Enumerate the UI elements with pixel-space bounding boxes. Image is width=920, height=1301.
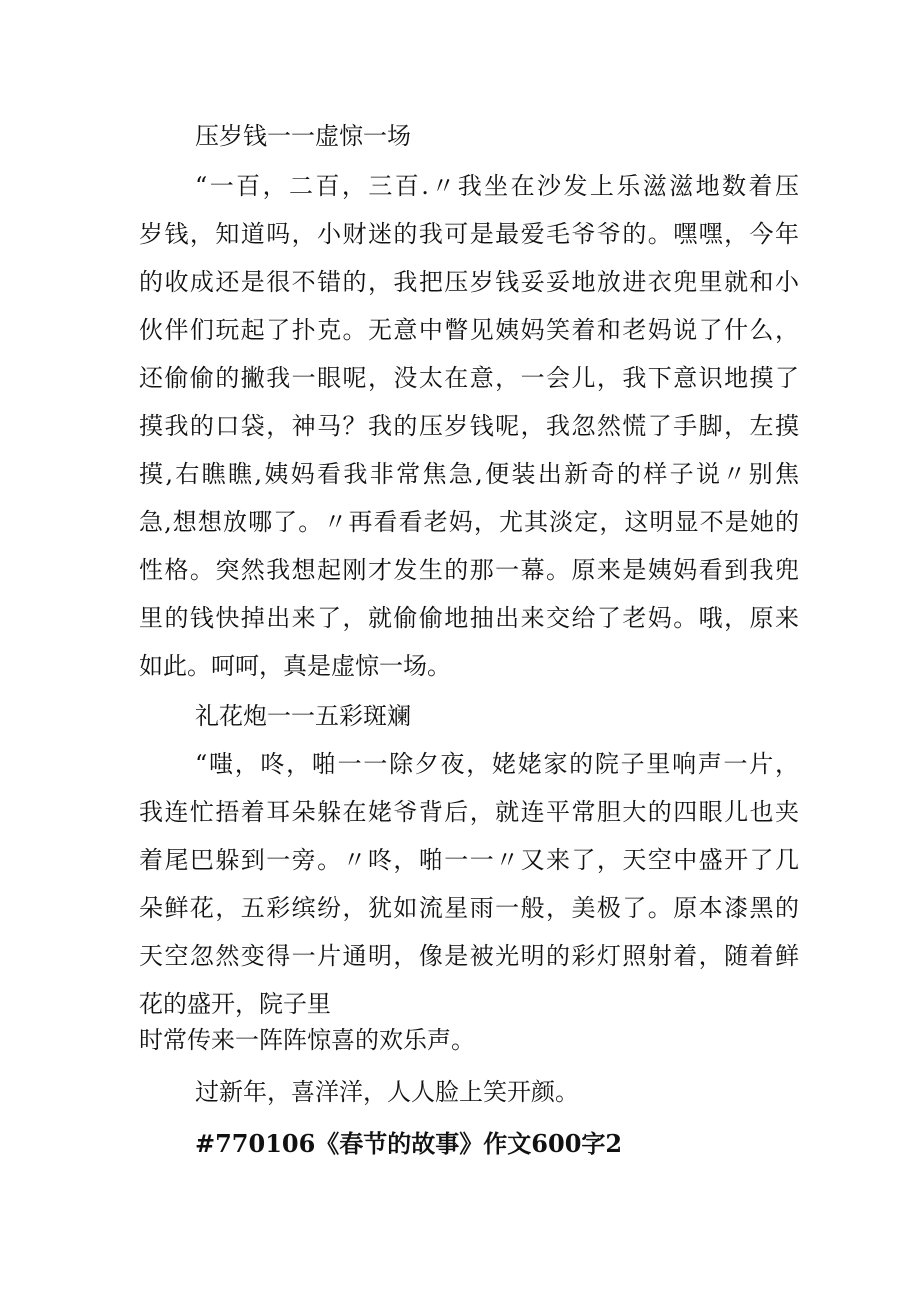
- paragraph-line: 天空忽然变得一片通明，像是被光明的彩灯照射着，随着鲜: [139, 942, 799, 970]
- section-heading-lucky-money: 压岁钱一一虚惊一场: [195, 122, 411, 150]
- paragraph-line: “一百，二百，三百.〃我坐在沙发上乐滋滋地数着压: [195, 172, 799, 200]
- next-article-title: #770106《春节的故事》作文600字2: [195, 1129, 623, 1158]
- paragraph-line: 着尾巴躲到一旁。〃咚，啪一一〃又来了，天空中盛开了几: [139, 846, 799, 874]
- closing-line: 过新年，喜洋洋，人人脸上笑开颜。: [195, 1078, 579, 1106]
- paragraph-line: 伙伴们玩起了扑克。无意中瞥见姨妈笑着和老妈说了什么，: [139, 316, 799, 344]
- paragraph-line: 朵鲜花，五彩缤纷，犹如流星雨一般，美极了。原本漆黑的: [139, 894, 799, 922]
- paragraph-line: 我连忙捂着耳朵躲在姥爷背后，就连平常胆大的四眼儿也夹: [139, 798, 799, 826]
- paragraph-line: 摸,右瞧瞧,姨妈看我非常焦急,便装出新奇的样子说〃别焦: [139, 460, 799, 488]
- section-heading-fireworks: 礼花炮一一五彩斑斓: [195, 702, 411, 730]
- paragraph-line: 岁钱，知道吗，小财迷的我可是最爱毛爷爷的。嘿嘿，今年: [139, 220, 799, 248]
- paragraph-line: 性格。突然我想起刚才发生的那一幕。原来是姨妈看到我兜: [139, 556, 799, 584]
- paragraph-line: 时常传来一阵阵惊喜的欢乐声。: [139, 1026, 475, 1054]
- paragraph-line: 的收成还是很不错的，我把压岁钱妥妥地放进衣兜里就和小: [139, 268, 799, 296]
- paragraph-line: 摸我的口袋，神马？我的压岁钱呢，我忽然慌了手脚，左摸: [139, 412, 799, 440]
- paragraph-line: 如此。呵呵，真是虚惊一场。: [139, 652, 451, 680]
- paragraph-line: 里的钱快掉出来了，就偷偷地抽出来交给了老妈。哦，原来: [139, 604, 799, 632]
- paragraph-line: 还偷偷的撇我一眼呢，没太在意，一会儿，我下意识地摸了: [139, 364, 799, 392]
- paragraph-line: 急,想想放哪了。〃再看看老妈，尤其淡定，这明显不是她的: [139, 508, 799, 536]
- paragraph-line: 花的盛开，院子里: [139, 990, 331, 1018]
- paragraph-line: “嗤，咚，啪一一除夕夜，姥姥家的院子里响声一片，: [195, 750, 799, 778]
